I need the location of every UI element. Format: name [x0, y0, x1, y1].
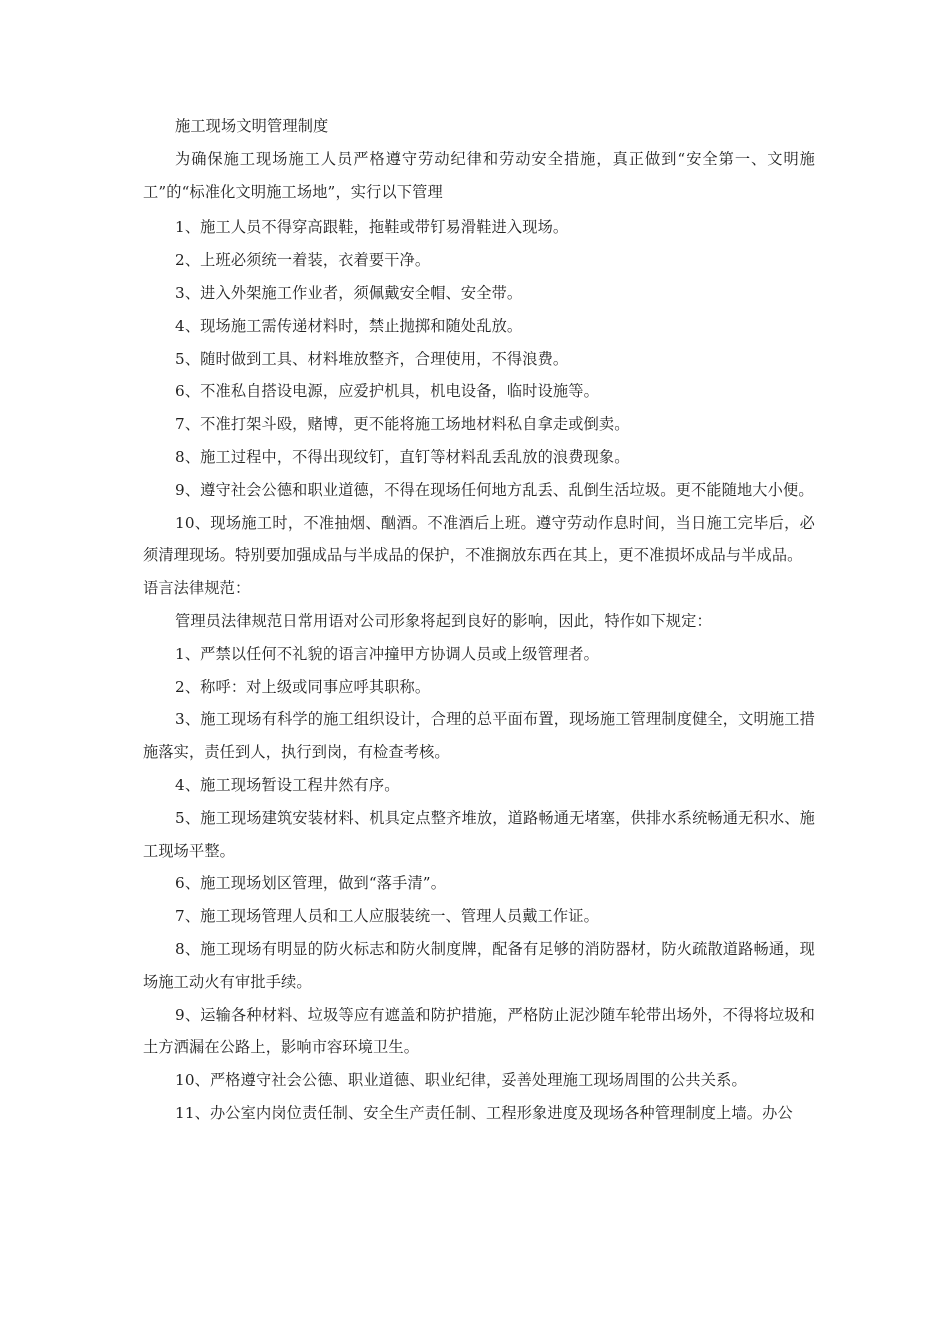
section2-rule-item: 2、称呼：对上级或同事应呼其职称。 [175, 677, 431, 696]
section-intro: 管理员法律规范日常用语对公司形象将起到良好的影响，因此，特作如下规定： [175, 611, 712, 630]
intro-paragraph: 为确保施工现场施工人员严格遵守劳动纪律和劳动安全措施，真正做到“安全第一、文明施工”的“标准化文明施工场地”，实行以下管理 [143, 149, 815, 201]
rule-item: 9、遵守社会公德和职业道德，不得在现场任何地方乱丢、乱倒生活垃圾。更不能随地大小便。 [175, 480, 814, 499]
section2-rule-item: 10、严格遵守社会公德、职业道德、职业纪律，妥善处理施工现场周围的公共关系。 [175, 1071, 747, 1090]
section2-rule-item: 3、施工现场有科学的施工组织设计，合理的总平面布置，现场施工管理制度健全，文明施工措施落实，责任到人，执行到岗，有检查考核。 [143, 710, 815, 762]
section2-rule-item: 1、严禁以任何不礼貌的语言冲撞甲方协调人员或上级管理者。 [175, 644, 599, 663]
rule-item: 7、不准打架斗殴，赌博，更不能将施工场地材料私自拿走或倒卖。 [175, 415, 630, 434]
document-title: 施工现场文明管理制度 [175, 117, 329, 135]
rule-item: 6、不准私自搭设电源，应爱护机具，机电设备，临时设施等。 [175, 382, 599, 401]
section2-rule-item: 7、施工现场管理人员和工人应服装统一、管理人员戴工作证。 [175, 907, 599, 926]
rule-item: 2、上班必须统一着装，衣着要干净。 [175, 251, 431, 270]
document-body [143, 110, 815, 1130]
section2-rule-item: 9、运输各种材料、垃圾等应有遮盖和防护措施，严格防止泥沙随车轮带出场外，不得将垃圾和土方洒漏在公路上，影响市容环境卫生。 [143, 1005, 815, 1057]
rule-item: 1、施工人员不得穿高跟鞋，拖鞋或带钉易滑鞋进入现场。 [175, 218, 569, 237]
rule-item: 8、施工过程中，不得出现纹钉，直钉等材料乱丢乱放的浪费现象。 [175, 447, 630, 466]
section2-rule-item: 8、施工现场有明显的防火标志和防火制度牌，配备有足够的消防器材，防火疏散道路畅通，现场施工动火有审批手续。 [143, 939, 815, 991]
rule-item: 10、现场施工时，不准抽烟、酗酒。不准酒后上班。遵守劳动作息时间，当日施工完毕后，必须清理现场。特别要加强成品与半成品的保护，不准搁放东西在其上，更不准损坏成品与半成品。 [143, 513, 815, 565]
section2-rule-item: 6、施工现场划区管理，做到“落手清”。 [175, 874, 447, 893]
rule-item: 5、随时做到工具、材料堆放整齐，合理使用，不得浪费。 [175, 349, 569, 368]
section2-rule-item: 4、施工现场暂设工程井然有序。 [175, 775, 400, 794]
rule-item: 3、进入外架施工作业者，须佩戴安全帽、安全带。 [175, 283, 523, 302]
section-heading: 语言法律规范： [143, 579, 251, 598]
rule-item: 4、现场施工需传递材料时，禁止抛掷和随处乱放。 [175, 316, 523, 335]
section2-rule-item: 11、办公室内岗位责任制、安全生产责任制、工程形象进度及现场各种管理制度上墙。办公 [175, 1103, 793, 1122]
section2-rule-item: 5、施工现场建筑安装材料、机具定点整齐堆放，道路畅通无堵塞，供排水系统畅通无积水、施工现场平整。 [143, 808, 815, 860]
